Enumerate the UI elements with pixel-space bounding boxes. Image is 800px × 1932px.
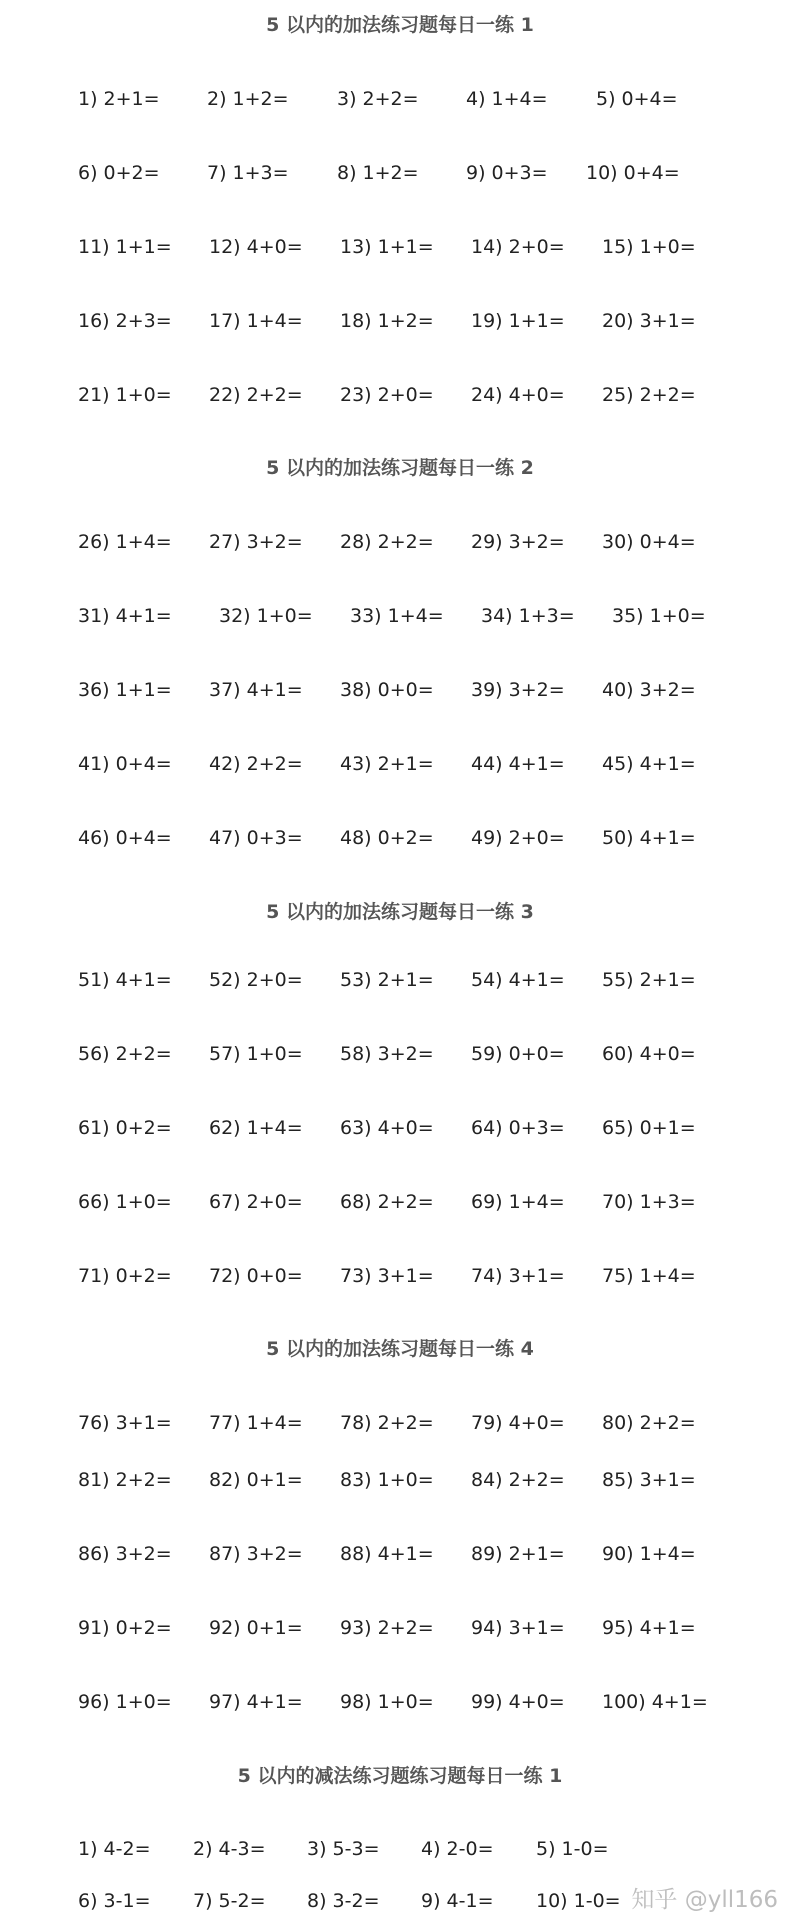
problem: 53) 2+1=	[340, 969, 434, 991]
problem: 45) 4+1=	[602, 753, 696, 775]
problem-row	[0, 1541, 800, 1567]
problem: 16) 2+3=	[78, 310, 172, 332]
problem: 61) 0+2=	[78, 1117, 172, 1139]
problem: 36) 1+1=	[78, 679, 172, 701]
problem: 6) 3-1=	[78, 1890, 151, 1912]
problem: 98) 1+0=	[340, 1691, 434, 1713]
section-title: 5 以内的加法练习题每日一练 4	[266, 1338, 534, 1360]
problem: 59) 0+0=	[471, 1043, 565, 1065]
problem-row	[0, 1836, 800, 1862]
problem: 43) 2+1=	[340, 753, 434, 775]
problem: 77) 1+4=	[209, 1412, 303, 1434]
problem: 15) 1+0=	[602, 236, 696, 258]
problem: 65) 0+1=	[602, 1117, 696, 1139]
problem: 100) 4+1=	[602, 1691, 708, 1713]
problem: 99) 4+0=	[471, 1691, 565, 1713]
problem: 27) 3+2=	[209, 531, 303, 553]
problem: 13) 1+1=	[340, 236, 434, 258]
problem: 9) 4-1=	[421, 1890, 494, 1912]
problem: 46) 0+4=	[78, 827, 172, 849]
problem: 41) 0+4=	[78, 753, 172, 775]
problem: 62) 1+4=	[209, 1117, 303, 1139]
problem: 21) 1+0=	[78, 384, 172, 406]
problem: 52) 2+0=	[209, 969, 303, 991]
problem: 68) 2+2=	[340, 1191, 434, 1213]
problem: 97) 4+1=	[209, 1691, 303, 1713]
problem: 82) 0+1=	[209, 1469, 303, 1491]
problem: 47) 0+3=	[209, 827, 303, 849]
problem: 66) 1+0=	[78, 1191, 172, 1213]
problem: 5) 0+4=	[596, 88, 678, 110]
problem: 4) 1+4=	[466, 88, 548, 110]
problem-row	[0, 86, 800, 112]
problem: 19) 1+1=	[471, 310, 565, 332]
problem: 8) 3-2=	[307, 1890, 380, 1912]
problem: 4) 2-0=	[421, 1838, 494, 1860]
problem: 33) 1+4=	[350, 605, 444, 627]
problem: 56) 2+2=	[78, 1043, 172, 1065]
problem-row	[0, 1689, 800, 1715]
problem: 3) 5-3=	[307, 1838, 380, 1860]
problem: 10) 1-0=	[536, 1890, 621, 1912]
problem: 7) 5-2=	[193, 1890, 266, 1912]
problem-row	[0, 382, 800, 408]
problem: 1) 2+1=	[78, 88, 160, 110]
problem: 54) 4+1=	[471, 969, 565, 991]
problem: 28) 2+2=	[340, 531, 434, 553]
problem: 89) 2+1=	[471, 1543, 565, 1565]
problem: 78) 2+2=	[340, 1412, 434, 1434]
problem-row	[0, 825, 800, 851]
problem: 76) 3+1=	[78, 1412, 172, 1434]
problem-row	[0, 1263, 800, 1289]
problem-row	[0, 1115, 800, 1141]
problem: 9) 0+3=	[466, 162, 548, 184]
problem: 25) 2+2=	[602, 384, 696, 406]
problem-row	[0, 1189, 800, 1215]
problem: 23) 2+0=	[340, 384, 434, 406]
section-title: 5 以内的加法练习题每日一练 1	[266, 14, 534, 36]
problem: 40) 3+2=	[602, 679, 696, 701]
problem-row	[0, 603, 800, 629]
problem: 6) 0+2=	[78, 162, 160, 184]
problem: 2) 4-3=	[193, 1838, 266, 1860]
problem: 49) 2+0=	[471, 827, 565, 849]
problem: 96) 1+0=	[78, 1691, 172, 1713]
problem-row	[0, 1615, 800, 1641]
problem: 69) 1+4=	[471, 1191, 565, 1213]
problem: 44) 4+1=	[471, 753, 565, 775]
problem: 39) 3+2=	[471, 679, 565, 701]
problem: 37) 4+1=	[209, 679, 303, 701]
problem: 42) 2+2=	[209, 753, 303, 775]
watermark: 知乎 @yll166	[631, 1887, 778, 1913]
problem: 83) 1+0=	[340, 1469, 434, 1491]
section-title: 5 以内的加法练习题每日一练 3	[266, 901, 534, 923]
problem: 32) 1+0=	[219, 605, 313, 627]
problem: 11) 1+1=	[78, 236, 172, 258]
problem: 84) 2+2=	[471, 1469, 565, 1491]
problem: 79) 4+0=	[471, 1412, 565, 1434]
problem-row	[0, 234, 800, 260]
problem-row	[0, 677, 800, 703]
problem: 63) 4+0=	[340, 1117, 434, 1139]
section-title: 5 以内的减法练习题练习题每日一练 1	[237, 1765, 563, 1787]
problem-row	[0, 1467, 800, 1493]
problem: 86) 3+2=	[78, 1543, 172, 1565]
problem: 57) 1+0=	[209, 1043, 303, 1065]
problem: 88) 4+1=	[340, 1543, 434, 1565]
problem: 48) 0+2=	[340, 827, 434, 849]
problem: 95) 4+1=	[602, 1617, 696, 1639]
problem-row	[0, 751, 800, 777]
problem: 51) 4+1=	[78, 969, 172, 991]
problem-row	[0, 529, 800, 555]
problem: 67) 2+0=	[209, 1191, 303, 1213]
problem: 29) 3+2=	[471, 531, 565, 553]
problem: 58) 3+2=	[340, 1043, 434, 1065]
problem: 85) 3+1=	[602, 1469, 696, 1491]
problem: 5) 1-0=	[536, 1838, 609, 1860]
problem: 26) 1+4=	[78, 531, 172, 553]
problem: 81) 2+2=	[78, 1469, 172, 1491]
problem: 92) 0+1=	[209, 1617, 303, 1639]
problem: 73) 3+1=	[340, 1265, 434, 1287]
problem: 94) 3+1=	[471, 1617, 565, 1639]
problem: 55) 2+1=	[602, 969, 696, 991]
problem: 20) 3+1=	[602, 310, 696, 332]
problem: 10) 0+4=	[586, 162, 680, 184]
problem: 50) 4+1=	[602, 827, 696, 849]
problem: 22) 2+2=	[209, 384, 303, 406]
problem: 75) 1+4=	[602, 1265, 696, 1287]
problem: 7) 1+3=	[207, 162, 289, 184]
problem: 35) 1+0=	[612, 605, 706, 627]
problem: 60) 4+0=	[602, 1043, 696, 1065]
problem-row	[0, 308, 800, 334]
problem-row	[0, 160, 800, 186]
problem: 12) 4+0=	[209, 236, 303, 258]
section-title: 5 以内的加法练习题每日一练 2	[266, 457, 534, 479]
problem: 8) 1+2=	[337, 162, 419, 184]
problem: 34) 1+3=	[481, 605, 575, 627]
problem: 3) 2+2=	[337, 88, 419, 110]
problem: 64) 0+3=	[471, 1117, 565, 1139]
problem: 93) 2+2=	[340, 1617, 434, 1639]
problem: 74) 3+1=	[471, 1265, 565, 1287]
problem-row	[0, 1410, 800, 1436]
problem: 30) 0+4=	[602, 531, 696, 553]
problem: 80) 2+2=	[602, 1412, 696, 1434]
problem: 91) 0+2=	[78, 1617, 172, 1639]
problem: 18) 1+2=	[340, 310, 434, 332]
problem: 70) 1+3=	[602, 1191, 696, 1213]
problem: 1) 4-2=	[78, 1838, 151, 1860]
problem: 71) 0+2=	[78, 1265, 172, 1287]
problem-row	[0, 1041, 800, 1067]
problem: 2) 1+2=	[207, 88, 289, 110]
problem: 87) 3+2=	[209, 1543, 303, 1565]
problem: 14) 2+0=	[471, 236, 565, 258]
problem: 31) 4+1=	[78, 605, 172, 627]
problem: 72) 0+0=	[209, 1265, 303, 1287]
problem: 17) 1+4=	[209, 310, 303, 332]
problem: 24) 4+0=	[471, 384, 565, 406]
problem-row	[0, 967, 800, 993]
problem: 38) 0+0=	[340, 679, 434, 701]
problem: 90) 1+4=	[602, 1543, 696, 1565]
